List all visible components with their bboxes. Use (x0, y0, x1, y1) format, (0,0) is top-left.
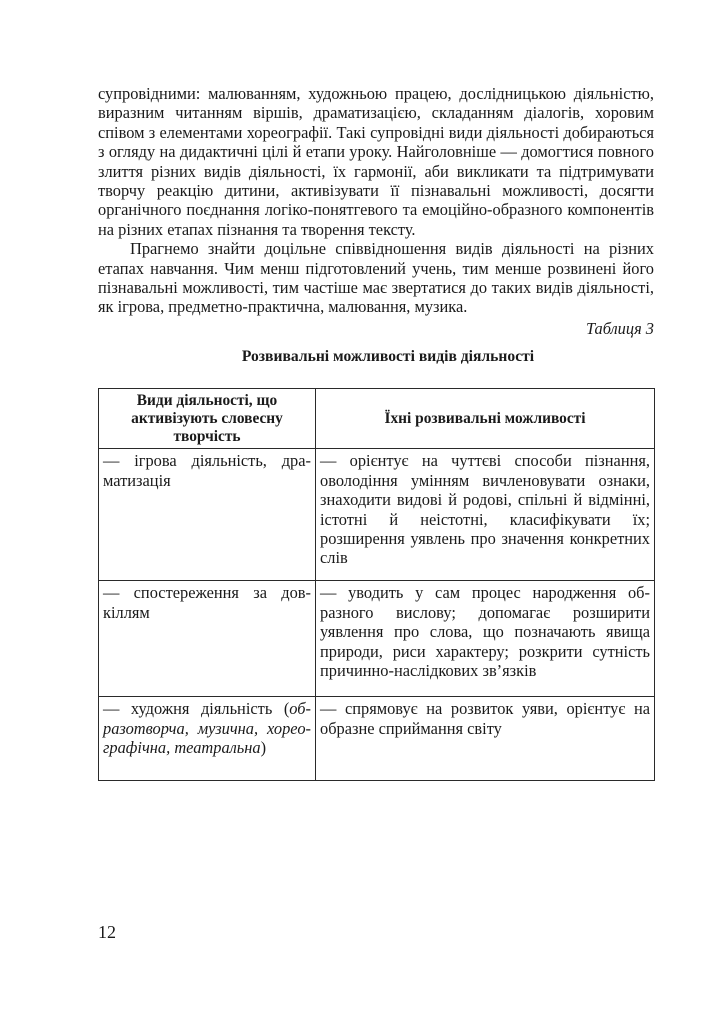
header-development-capabilities: Їхні розвивальні можливості (316, 389, 655, 449)
capability-cell: — орієнтує на чуттєві способи пізнання, оволодіння умінням вичленовувати ознаки, знаходити видові й родові, спільні й відмінні, істотні й неістотні, класифікувати їх; розширення уявлень про значення конкретних слів (316, 449, 655, 581)
development-table (98, 388, 655, 781)
table-title: Розвивальні можливості видів діяльності (241, 348, 535, 366)
activity-text-end: ) (260, 738, 267, 758)
activity-subtypes: образотворча, музична, хореографічна, театральна (103, 699, 311, 758)
body-paragraph: супровідними: малюванням, художньою працею, дослідницькою діяльністю, виразним читанням віршів, драматизацією, складанням діалогів, хоровим співом з елементами хореографії. Такі супровідні види діяльності добираються з огляду на дидактичні цілі й етапи уроку. Найголовніше — домогтися повного злиття різних видів діяльності, їх гармонії, аби викликати та підтримувати творчу реакцію дитини, активізувати її пізнавальні можливості, досягти органічного поєднання логіко-понятгевого та емоційно-образного компонентів на різних етапах пізнання та творення тексту. (98, 84, 654, 239)
header-activity-types: Види діяльності, що активізують словесну творчість (99, 389, 316, 449)
capability-cell: — уводить у сам процес народження образного вислову; допомагає розширити уявлення про слова, що позначають явища природи, риси характеру; розкрити сутність причинно-наслідкових зв’язків (316, 581, 655, 697)
page-number: 12 (98, 922, 116, 942)
table-row (99, 697, 655, 781)
activity-text: — художня діяльність ( (103, 699, 290, 719)
activity-cell: — ігрова діяльність, драматизація (99, 449, 316, 581)
table-header-row (99, 389, 655, 449)
table-number-label: Таблиця 3 (585, 318, 654, 338)
body-paragraph: Прагнемо знайти доцільне співвідношення видів діяльності на різних етапах навчання. Чим менш підготовлений учень, тим менше розвинені його пізнавальні можливості, тим частіше має звертатися до таких видів діяльності, як ігрова, предметно-практична, малювання, музика. (98, 239, 654, 317)
document-page (98, 84, 654, 781)
activity-cell (99, 697, 316, 781)
table-row (99, 449, 655, 581)
table-row (99, 581, 655, 697)
activity-cell: — спостереження за довкіллям (99, 581, 316, 697)
capability-cell: — спрямовує на розвиток уяви, орієнтує на образне сприймання світу (316, 697, 655, 781)
